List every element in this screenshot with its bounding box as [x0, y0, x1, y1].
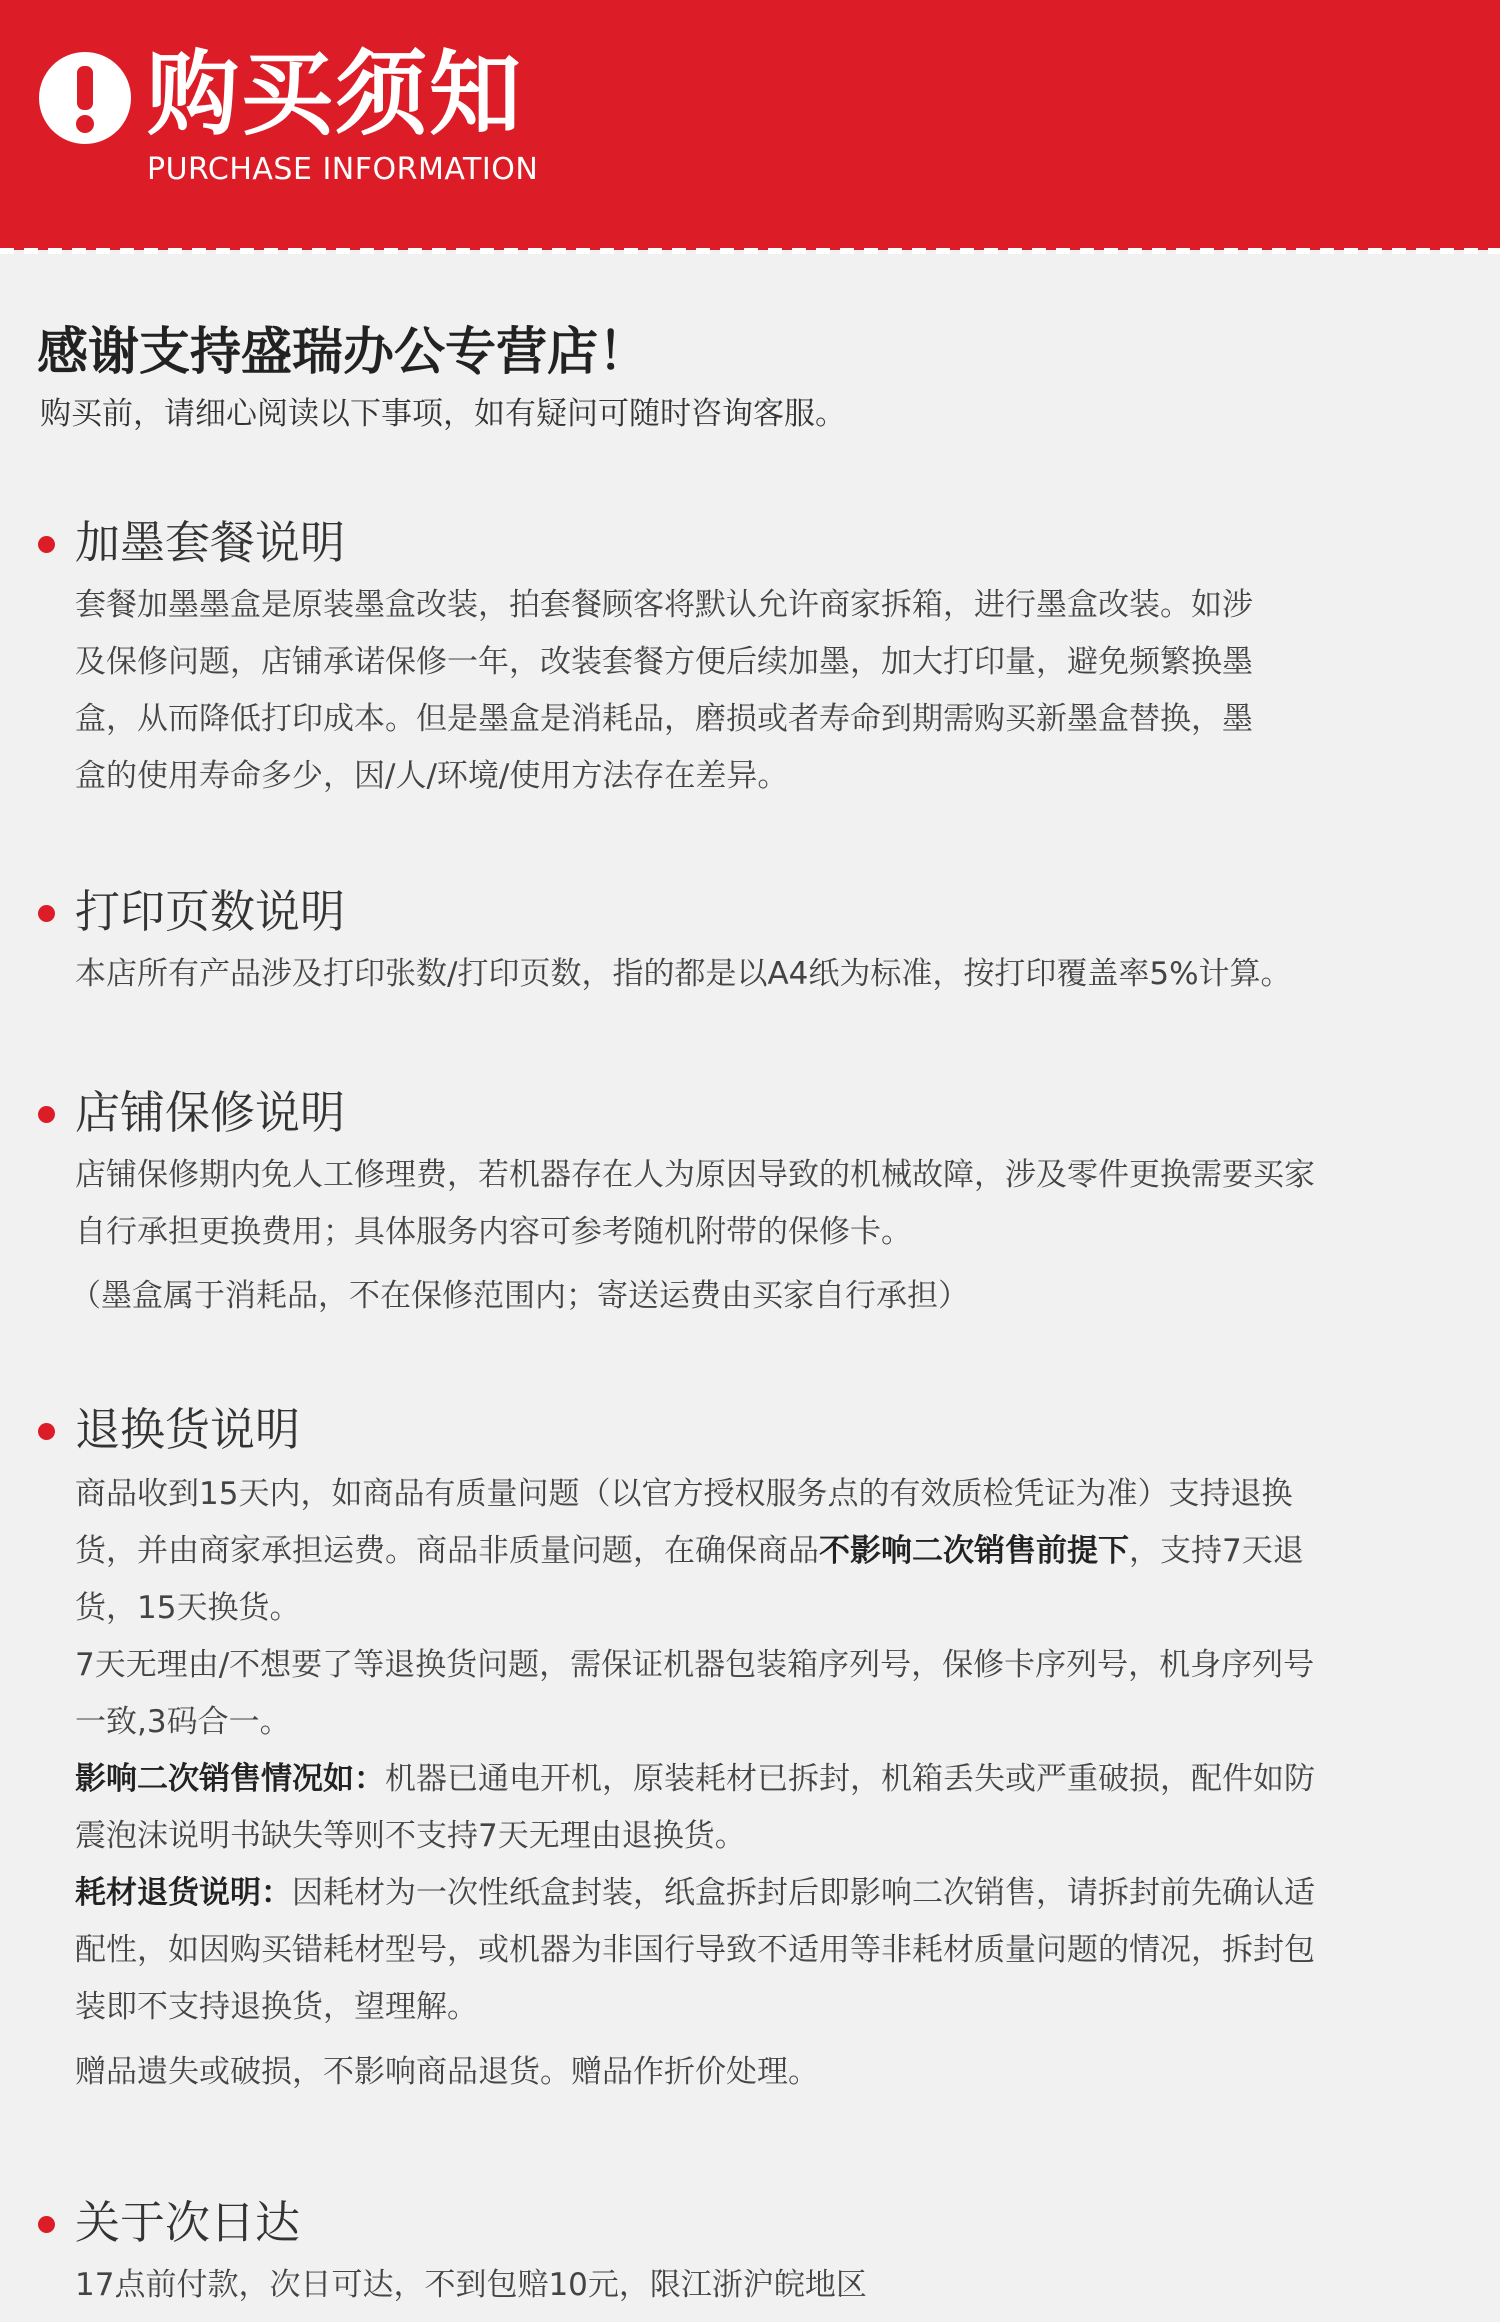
body-line	[75, 1751, 1435, 1808]
header-dashed-divider	[0, 248, 1500, 254]
section-body	[75, 2257, 1435, 2314]
body-line: 自行承担更换费用；具体服务内容可参考随机附带的保修卡。	[75, 1214, 912, 1250]
highlight-text: 不影响二次销售前提下	[819, 1533, 1129, 1569]
bullet-dot-icon	[38, 1423, 55, 1440]
body-text: ，支持7天退	[1129, 1533, 1304, 1569]
body-line: 赠品遗失或破损，不影响商品退货。赠品作折价处理。	[75, 2054, 819, 2090]
warranty-note: （墨盒属于消耗品，不在保修范围内；寄送运费由买家自行承担）	[70, 1278, 969, 1314]
section-title: 加墨套餐说明	[75, 516, 346, 569]
section-body	[75, 1466, 1435, 2101]
body-line: 本店所有产品涉及打印张数/打印页数，指的都是以A4纸为标准，按打印覆盖率5%计算。	[75, 956, 1292, 992]
section-title: 打印页数说明	[75, 885, 346, 938]
section-header	[0, 2193, 1500, 2253]
body-text: 因耗材为一次性纸盒封装，纸盒拆封后即影响二次销售，请拆封前先确认适	[292, 1875, 1315, 1911]
bullet-dot-icon	[38, 905, 55, 922]
section-body	[75, 1147, 1435, 1261]
body-line: 套餐加墨墨盒是原装墨盒改装，拍套餐顾客将默认允许商家拆箱，进行墨盒改装。如涉	[75, 587, 1253, 623]
section-title: 店铺保修说明	[75, 1086, 346, 1139]
body-line: 店铺保修期内免人工修理费，若机器存在人为原因导致的机械故障，涉及零件更换需要买家	[75, 1157, 1315, 1193]
bullet-dot-icon	[38, 536, 55, 553]
section-title: 退换货说明	[75, 1403, 301, 1456]
body-line: 及保修问题，店铺承诺保修一年，改装套餐方便后续加墨，加大打印量，避免频繁换墨	[75, 644, 1253, 680]
header-title: 购买须知	[147, 41, 524, 148]
section-header	[0, 513, 1500, 573]
body-text: 机器已通电开机，原装耗材已拆封，机箱丢失或严重破损，配件如防	[385, 1761, 1315, 1797]
purchase-info-header	[0, 0, 1500, 250]
header-subtitle: PURCHASE INFORMATION	[147, 152, 539, 187]
body-line: 17点前付款，次日可达，不到包赔10元，限江浙沪皖地区	[75, 2267, 867, 2303]
body-line: 装即不支持退换货，望理解。	[75, 1989, 478, 2025]
bullet-dot-icon	[38, 2216, 55, 2233]
highlight-text: 耗材退货说明：	[75, 1875, 292, 1911]
exclamation-circle-icon	[37, 50, 133, 146]
thanks-heading: 感谢支持盛瑞办公专营店！	[37, 323, 650, 382]
body-line: 盒的使用寿命多少，因/人/环境/使用方法存在差异。	[75, 758, 789, 794]
body-line: 一致,3码合一。	[75, 1704, 291, 1740]
bullet-dot-icon	[38, 1106, 55, 1123]
intro-note: 购买前，请细心阅读以下事项，如有疑问可随时咨询客服。	[40, 396, 846, 432]
section-title: 关于次日达	[75, 2196, 301, 2249]
section-header	[0, 1083, 1500, 1143]
section-body	[75, 577, 1435, 805]
body-text: 货，并由商家承担运费。商品非质量问题，在确保商品	[75, 1533, 819, 1569]
body-line	[75, 1865, 1435, 1922]
highlight-text: 影响二次销售情况如：	[75, 1761, 385, 1797]
section-header	[0, 882, 1500, 942]
section-body	[75, 946, 1435, 1003]
body-line: 货，15天换货。	[75, 1590, 301, 1626]
body-line: 盒，从而降低打印成本。但是墨盒是消耗品，磨损或者寿命到期需购买新墨盒替换，墨	[75, 701, 1253, 737]
section-header	[0, 1400, 1500, 1460]
body-line: 配性，如因购买错耗材型号，或机器为非国行导致不适用等非耗材质量问题的情况，拆封包	[75, 1932, 1315, 1968]
body-line: 震泡沫说明书缺失等则不支持7天无理由退换货。	[75, 1818, 746, 1854]
body-line	[75, 1523, 1435, 1580]
body-line: 7天无理由/不想要了等退换货问题，需保证机器包装箱序列号，保修卡序列号，机身序列号	[75, 1647, 1315, 1683]
body-line: 商品收到15天内，如商品有质量问题（以官方授权服务点的有效质检凭证为准）支持退换	[75, 1476, 1293, 1512]
